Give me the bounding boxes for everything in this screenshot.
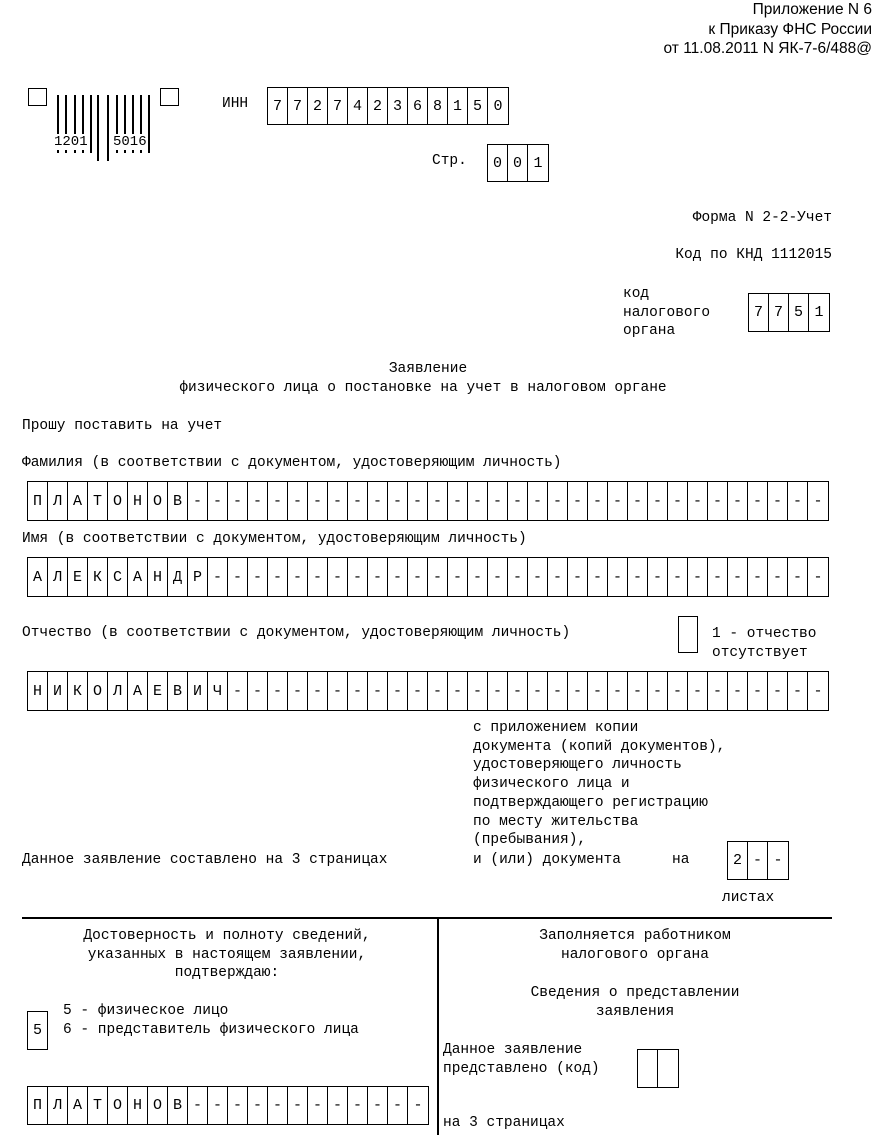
sheets-cells [727, 841, 789, 880]
char-cell[interactable]: - [608, 482, 628, 520]
form-subtitle: физического лица о постановке на учет в налоговом органе [179, 380, 667, 396]
char-cell[interactable]: О [148, 482, 168, 520]
first-name-label: Имя (в соответствии с документом, удостоверяющим личность) [22, 531, 527, 547]
char-cell[interactable]: А [128, 672, 148, 710]
char-cell[interactable]: 0 [488, 145, 508, 181]
char-cell[interactable]: О [88, 672, 108, 710]
char-cell[interactable]: Ч [208, 672, 228, 710]
char-cell[interactable]: - [588, 482, 608, 520]
char-cell[interactable]: 7 [268, 88, 288, 124]
char-cell[interactable]: - [468, 672, 488, 710]
char-cell[interactable]: - [608, 672, 628, 710]
appendix-date-line: от 11.08.2011 N ЯК-7-6/488@ [663, 40, 872, 57]
char-cell[interactable]: К [88, 558, 108, 596]
char-cell[interactable]: И [188, 672, 208, 710]
char-cell[interactable]: О [108, 482, 128, 520]
char-cell[interactable]: Р [188, 558, 208, 596]
char-cell[interactable]: 4 [348, 88, 368, 124]
char-cell[interactable]: - [188, 482, 208, 520]
char-cell[interactable]: С [108, 558, 128, 596]
char-cell[interactable]: - [708, 482, 728, 520]
char-cell[interactable]: - [248, 1087, 268, 1124]
char-cell[interactable]: Н [28, 672, 48, 710]
char-cell[interactable]: - [208, 1087, 228, 1124]
char-cell[interactable]: - [188, 1087, 208, 1124]
char-cell[interactable]: Н [128, 1087, 148, 1124]
marker-square-left [28, 88, 47, 106]
char-cell[interactable]: - [228, 1087, 248, 1124]
char-cell[interactable]: - [328, 1087, 348, 1124]
char-cell[interactable]: - [368, 1087, 388, 1124]
char-cell[interactable]: 7 [769, 294, 789, 331]
char-cell[interactable]: К [68, 672, 88, 710]
page-label: Стр. [432, 153, 467, 169]
char-cell[interactable]: - [468, 482, 488, 520]
char-cell[interactable]: Е [148, 672, 168, 710]
request-text: Прошу поставить на учет [22, 418, 223, 434]
char-cell[interactable]: - [728, 558, 748, 596]
first-name-cells [27, 557, 829, 597]
patronymic-absent-note: 1 - отчество отсутствует [712, 626, 817, 661]
char-cell[interactable]: - [748, 842, 768, 879]
char-cell[interactable]: - [708, 558, 728, 596]
char-cell[interactable]: - [688, 558, 708, 596]
char-cell[interactable]: - [348, 1087, 368, 1124]
char-cell[interactable]: А [68, 1087, 88, 1124]
char-cell[interactable]: - [388, 672, 408, 710]
char-cell[interactable]: - [548, 672, 568, 710]
char-cell[interactable]: - [728, 672, 748, 710]
char-cell[interactable]: - [628, 482, 648, 520]
patronymic-cells [27, 671, 829, 711]
char-cell[interactable]: Д [168, 558, 188, 596]
char-cell[interactable]: - [748, 672, 768, 710]
char-cell[interactable]: - [328, 482, 348, 520]
char-cell[interactable]: - [248, 482, 268, 520]
char-cell[interactable]: - [788, 482, 808, 520]
char-cell[interactable]: - [268, 672, 288, 710]
char-cell[interactable]: - [348, 482, 368, 520]
char-cell[interactable]: - [528, 558, 548, 596]
tax-authority-label: код налогового органа [623, 286, 711, 339]
char-cell[interactable]: - [728, 482, 748, 520]
char-cell[interactable]: - [568, 482, 588, 520]
char-cell[interactable]: 2 [308, 88, 328, 124]
attachments-description: с приложением копии документа (копий документов), удостоверяющего личность физического лица и подтверждающего регистрацию по месту жительства (пребывания), [473, 720, 726, 849]
char-cell[interactable]: В [168, 482, 188, 520]
char-cell[interactable]: - [528, 482, 548, 520]
char-cell[interactable]: Л [108, 672, 128, 710]
char-cell[interactable]: - [588, 672, 608, 710]
char-cell[interactable]: - [328, 672, 348, 710]
tax-authority-cells [748, 293, 830, 332]
char-cell[interactable]: - [408, 672, 428, 710]
char-cell[interactable]: - [648, 558, 668, 596]
submitted-label: Данное заявление представлено (код) [443, 1042, 600, 1077]
char-cell[interactable]: - [308, 672, 328, 710]
char-cell[interactable]: - [228, 672, 248, 710]
inn-label: ИНН [222, 96, 249, 112]
char-cell[interactable]: Т [88, 1087, 108, 1124]
barcode-code-left: 1201 [54, 134, 88, 150]
char-cell[interactable]: - [768, 672, 788, 710]
office-heading: Заполняется работником налогового органа [539, 928, 731, 963]
pages-statement: Данное заявление составлено на 3 страницах [22, 852, 388, 868]
office-pages: на 3 страницах [443, 1115, 565, 1131]
char-cell[interactable]: - [788, 672, 808, 710]
char-cell[interactable]: - [548, 558, 568, 596]
knd-code: Код по КНД 1112015 [675, 247, 832, 263]
char-cell[interactable]: - [388, 1087, 408, 1124]
char-cell[interactable]: - [288, 558, 308, 596]
char-cell[interactable]: - [228, 482, 248, 520]
char-cell[interactable]: - [268, 1087, 288, 1124]
char-cell[interactable]: - [568, 672, 588, 710]
char-cell[interactable]: - [468, 558, 488, 596]
surname-label: Фамилия (в соответствии с документом, удостоверяющим личность) [22, 455, 562, 471]
char-cell[interactable]: - [788, 558, 808, 596]
char-cell[interactable]: Е [68, 558, 88, 596]
char-cell[interactable]: - [648, 672, 668, 710]
char-cell[interactable]: А [128, 558, 148, 596]
char-cell[interactable]: Т [88, 482, 108, 520]
char-cell[interactable]: - [708, 672, 728, 710]
char-cell[interactable]: - [628, 672, 648, 710]
char-cell[interactable] [638, 1050, 658, 1087]
on-text: на [672, 852, 690, 868]
char-cell[interactable]: - [413, 1097, 423, 1114]
char-cell[interactable]: - [348, 558, 368, 596]
char-cell[interactable]: - [548, 482, 568, 520]
char-cell[interactable]: - [668, 558, 688, 596]
char-cell[interactable]: - [608, 558, 628, 596]
barcode-code-right: 5016 [113, 134, 147, 150]
char-cell[interactable]: - [488, 482, 508, 520]
char-cell[interactable]: - [368, 482, 388, 520]
sheets-word: листах [722, 890, 775, 906]
char-cell[interactable]: А [28, 558, 48, 596]
char-cell[interactable]: 2 [728, 842, 748, 879]
char-cell[interactable]: - [408, 558, 428, 596]
char-cell[interactable]: П [28, 482, 48, 520]
char-cell[interactable]: - [568, 558, 588, 596]
char-cell[interactable]: 7 [288, 88, 308, 124]
appendix-line: Приложение N 6 [752, 1, 872, 18]
char-cell[interactable]: О [108, 1087, 128, 1124]
char-cell[interactable]: - [388, 558, 408, 596]
appendix-order-line: к Приказу ФНС России [708, 20, 872, 38]
page-number-cells [487, 144, 549, 182]
char-cell[interactable]: - [448, 672, 468, 710]
char-cell[interactable]: Н [148, 558, 168, 596]
appendix-header [664, 0, 872, 59]
column-divider [437, 917, 439, 1135]
char-cell[interactable]: - [248, 672, 268, 710]
char-cell[interactable]: - [368, 558, 388, 596]
signer-surname-cells [27, 1086, 429, 1125]
char-cell[interactable]: В [168, 1087, 188, 1124]
char-cell[interactable]: Л [48, 558, 68, 596]
char-cell[interactable]: В [168, 672, 188, 710]
char-cell[interactable]: - [388, 482, 408, 520]
patronymic-absent-checkbox[interactable] [678, 616, 698, 653]
form-name: Форма N 2-2-Учет [692, 210, 832, 226]
char-cell[interactable]: - [308, 558, 328, 596]
and-document-text: и (или) документа [473, 852, 621, 868]
char-cell[interactable]: Л [48, 482, 68, 520]
char-cell[interactable]: 7 [749, 294, 769, 331]
char-cell[interactable]: - [228, 558, 248, 596]
char-cell[interactable]: 7 [328, 88, 348, 124]
char-cell[interactable] [658, 1050, 678, 1087]
patronymic-label: Отчество (в соответствии с документом, удостоверяющим личность) [22, 625, 571, 641]
char-cell[interactable]: - [268, 558, 288, 596]
char-cell[interactable]: - [348, 672, 368, 710]
char-cell[interactable]: - [448, 558, 468, 596]
char-cell[interactable]: 5 [789, 294, 809, 331]
char-cell[interactable]: - [668, 672, 688, 710]
char-cell[interactable]: - [508, 482, 528, 520]
char-cell[interactable]: - [628, 558, 648, 596]
char-cell[interactable]: 0 [493, 97, 503, 115]
signer-type-cell [27, 1011, 48, 1050]
char-cell[interactable]: - [448, 482, 468, 520]
char-cell[interactable]: 1 [448, 88, 468, 124]
submission-code-cells [637, 1049, 679, 1088]
char-cell[interactable]: И [48, 672, 68, 710]
marker-square-right [160, 88, 179, 106]
char-cell[interactable]: - [208, 482, 228, 520]
char-cell[interactable]: Л [48, 1087, 68, 1124]
char-cell[interactable]: - [308, 1087, 328, 1124]
char-cell[interactable]: 5 [32, 1022, 42, 1039]
form-title: Заявление [388, 361, 468, 377]
char-cell[interactable]: 5 [468, 88, 488, 124]
char-cell[interactable]: - [428, 558, 448, 596]
char-cell[interactable]: А [68, 482, 88, 520]
char-cell[interactable]: - [248, 558, 268, 596]
char-cell[interactable]: - [668, 482, 688, 520]
char-cell[interactable]: 1 [814, 304, 824, 321]
char-cell[interactable]: - [408, 482, 428, 520]
char-cell[interactable]: - [428, 482, 448, 520]
char-cell[interactable]: - [268, 482, 288, 520]
char-cell[interactable]: - [368, 672, 388, 710]
char-cell[interactable]: - [288, 1087, 308, 1124]
signer-options: 5 - физическое лицо 6 - представитель физического лица [63, 1003, 359, 1038]
submission-info-heading: Сведения о представлении заявления [530, 985, 740, 1020]
char-cell[interactable]: - [328, 558, 348, 596]
char-cell[interactable]: - [748, 558, 768, 596]
char-cell[interactable]: - [768, 558, 788, 596]
char-cell[interactable]: - [588, 558, 608, 596]
char-cell[interactable]: - [288, 672, 308, 710]
char-cell[interactable]: - [813, 682, 823, 700]
char-cell[interactable]: - [308, 482, 328, 520]
section-divider [22, 917, 832, 919]
char-cell[interactable]: - [813, 492, 823, 510]
char-cell[interactable]: - [288, 482, 308, 520]
char-cell[interactable]: 3 [388, 88, 408, 124]
char-cell[interactable]: 6 [408, 88, 428, 124]
char-cell[interactable]: - [768, 482, 788, 520]
char-cell[interactable]: - [488, 672, 508, 710]
char-cell[interactable]: 2 [368, 88, 388, 124]
confirmation-heading: Достоверность и полноту сведений, указанных в настоящем заявлении, подтверждаю: [83, 928, 371, 982]
char-cell[interactable]: - [508, 558, 528, 596]
char-cell[interactable]: - [428, 672, 448, 710]
surname-cells [27, 481, 829, 521]
char-cell[interactable]: П [28, 1087, 48, 1124]
char-cell[interactable]: - [528, 672, 548, 710]
char-cell[interactable]: - [648, 482, 668, 520]
char-cell[interactable]: Н [128, 482, 148, 520]
char-cell[interactable]: - [488, 558, 508, 596]
inn-cells [267, 87, 509, 125]
char-cell[interactable]: О [148, 1087, 168, 1124]
char-cell[interactable]: - [688, 672, 708, 710]
char-cell[interactable]: - [748, 482, 768, 520]
char-cell[interactable]: - [508, 672, 528, 710]
char-cell[interactable]: - [208, 558, 228, 596]
char-cell[interactable]: - [688, 482, 708, 520]
char-cell[interactable]: - [773, 852, 783, 869]
char-cell[interactable]: 8 [428, 88, 448, 124]
char-cell[interactable]: - [813, 568, 823, 586]
char-cell[interactable]: 1 [533, 154, 543, 172]
char-cell[interactable]: 0 [508, 145, 528, 181]
